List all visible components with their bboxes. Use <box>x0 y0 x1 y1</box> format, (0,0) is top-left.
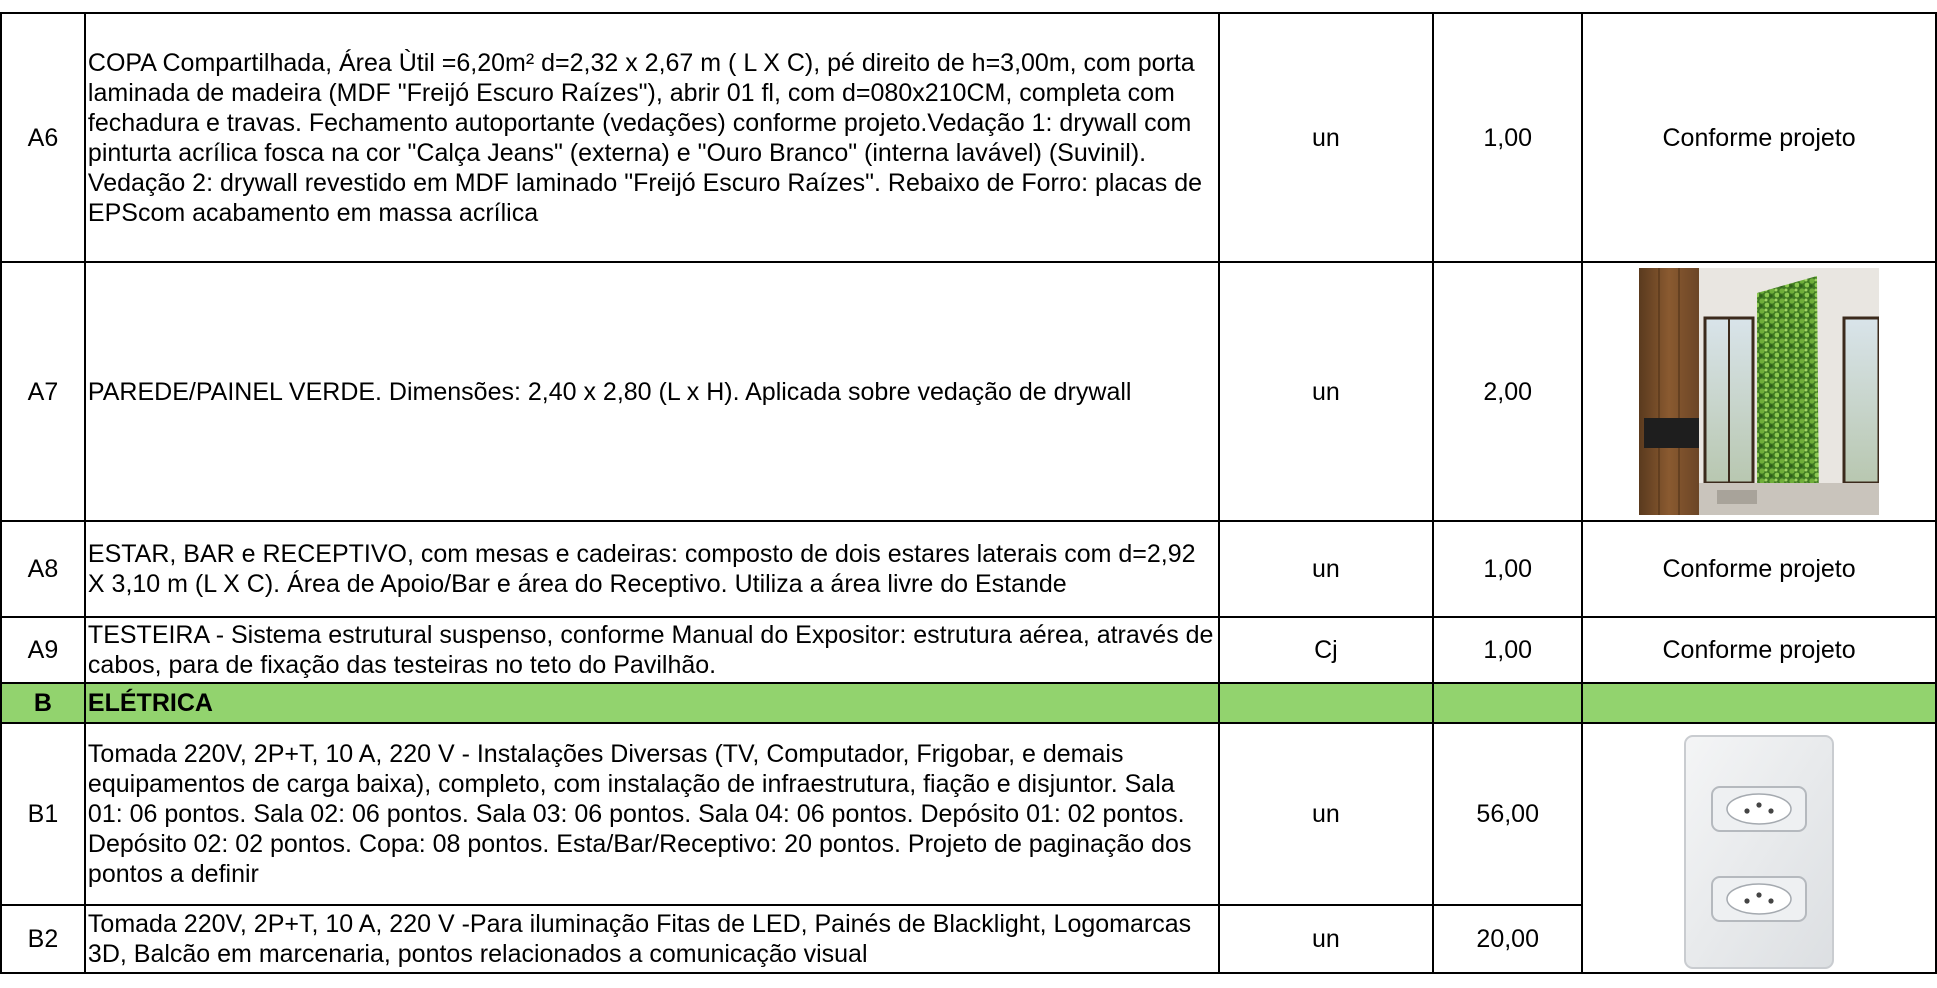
table-row <box>1 262 1936 521</box>
item-unit: un <box>1219 521 1434 617</box>
item-description: Tomada 220V, 2P+T, 10 A, 220 V -Para iluminação Fitas de LED, Painés de Blacklight, Logomarcas 3D, Balcão em marcenaria, pontos relacionados a comunicação visual <box>85 905 1219 973</box>
item-quantity: 56,00 <box>1433 723 1582 905</box>
item-observation: Conforme projeto <box>1582 617 1936 683</box>
item-unit: un <box>1219 262 1434 521</box>
section-empty-cell <box>1219 683 1434 723</box>
item-code: B2 <box>1 905 85 973</box>
item-code: A9 <box>1 617 85 683</box>
item-quantity: 20,00 <box>1433 905 1582 973</box>
item-code: A7 <box>1 262 85 521</box>
table-row <box>1 13 1936 262</box>
double-outlet-photo <box>1582 723 1936 973</box>
item-observation: Conforme projeto <box>1582 13 1936 262</box>
item-observation: Conforme projeto <box>1582 521 1936 617</box>
section-code: B <box>1 683 85 723</box>
table-row <box>1 617 1936 683</box>
specification-table <box>0 12 1937 974</box>
item-unit: un <box>1219 13 1434 262</box>
item-code: A8 <box>1 521 85 617</box>
outlet-plate-image <box>1679 732 1839 972</box>
item-quantity: 1,00 <box>1433 617 1582 683</box>
item-description: COPA Compartilhada, Área Ùtil =6,20m² d=2,32 x 2,67 m ( L X C), pé direito de h=3,00m, com porta laminada de madeira (MDF "Freijó Escuro Raízes"), abrir 01 fl, com d=080x210CM, completa com fechadura e travas. Fechamento autoportante (vedações) conforme projeto.Vedação 1: drywall com pinturta acrílica fosca na cor "Calça Jeans" (externa) e "Ouro Branco" (interna lavável) (Suvinil). Vedação 2: drywall revestido em MDF laminado "Freijó Escuro Raízes". Rebaixo de Forro: placas de EPScom acabamento em massa acrílica <box>85 13 1219 262</box>
item-code: B1 <box>1 723 85 905</box>
item-quantity: 2,00 <box>1433 262 1582 521</box>
section-title: ELÉTRICA <box>85 683 1219 723</box>
item-quantity: 1,00 <box>1433 13 1582 262</box>
item-quantity: 1,00 <box>1433 521 1582 617</box>
item-code: A6 <box>1 13 85 262</box>
table-row <box>1 521 1936 617</box>
item-description: PAREDE/PAINEL VERDE. Dimensões: 2,40 x 2,80 (L x H). Aplicada sobre vedação de drywall <box>85 262 1219 521</box>
item-description: Tomada 220V, 2P+T, 10 A, 220 V - Instalações Diversas (TV, Computador, Frigobar, e demais equipamentos de carga baixa), completo, com instalação de infraestrutura, fiação e disjuntor. Sala 01: 06 pontos. Sala 02: 06 pontos. Sala 03: 06 pontos. Sala 04: 06 pontos. Depósito 01: 02 pontos. Depósito 02: 02 pontos. Copa: 08 pontos. Esta/Bar/Receptivo: 20 pontos. Projeto de paginação dos pontos a definir <box>85 723 1219 905</box>
green-wall-image <box>1639 268 1879 515</box>
section-empty-cell <box>1433 683 1582 723</box>
item-description: TESTEIRA - Sistema estrutural suspenso, conforme Manual do Expositor: estrutura aérea, através de cabos, para de fixação das testeiras no teto do Pavilhão. <box>85 617 1219 683</box>
item-unit: Cj <box>1219 617 1434 683</box>
item-unit: un <box>1219 723 1434 905</box>
section-empty-cell <box>1582 683 1936 723</box>
item-description: ESTAR, BAR e RECEPTIVO, com mesas e cadeiras: composto de dois estares laterais com d=2,92 X 3,10 m (L X C). Área de Apoio/Bar e área do Receptivo. Utiliza a área livre do Estande <box>85 521 1219 617</box>
section-header-row <box>1 683 1936 723</box>
green-wall-photo <box>1582 262 1936 521</box>
table-row <box>1 723 1936 905</box>
item-unit: un <box>1219 905 1434 973</box>
